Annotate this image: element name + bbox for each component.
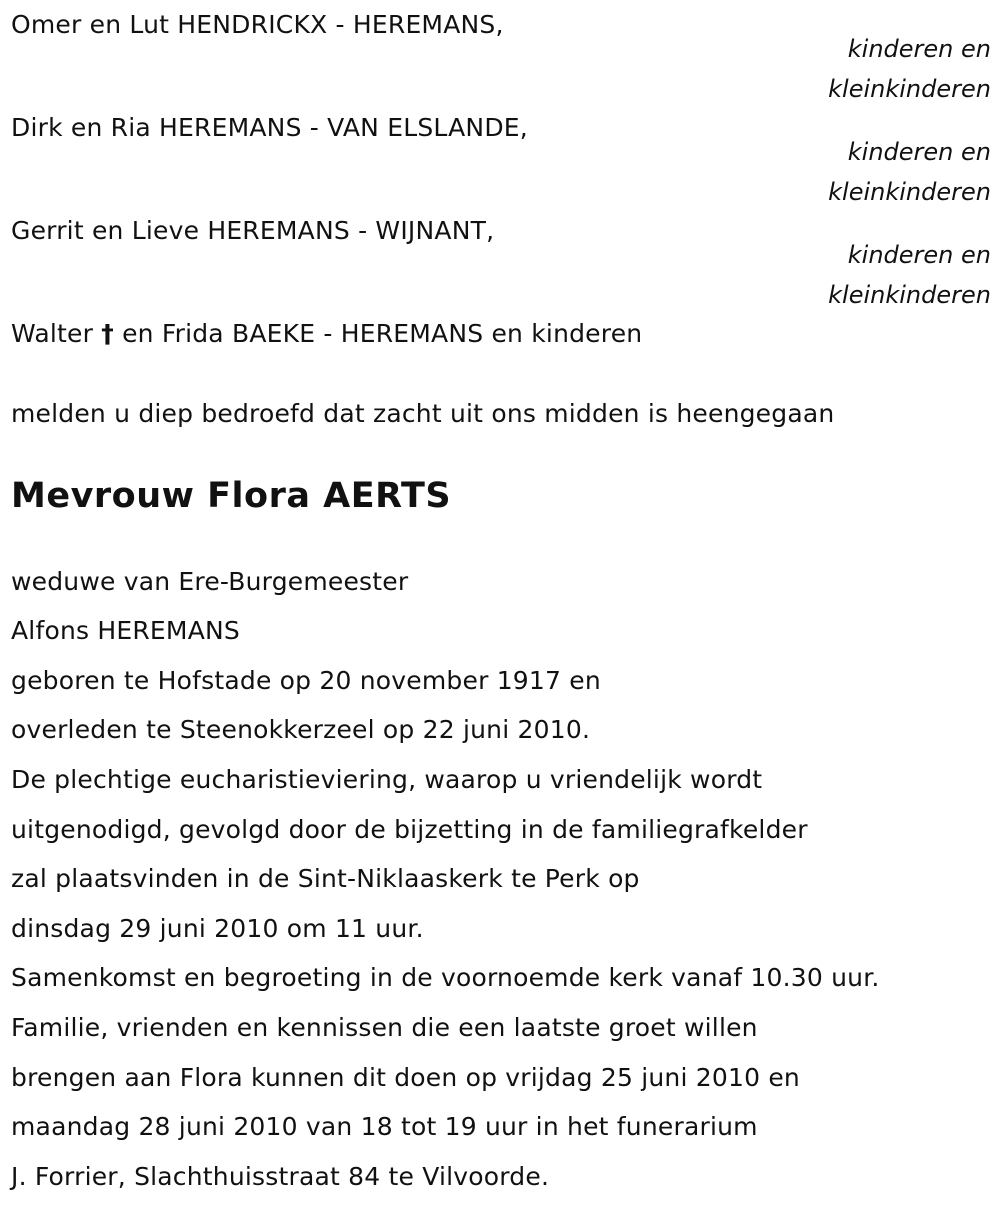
family-4-line [11, 319, 642, 349]
body-line-6: uitgenodigd, gevolgd door de bijzetting in de familiegrafkelder [11, 815, 808, 844]
body-line-12: maandag 28 juni 2010 van 18 tot 19 uur in het funerarium [11, 1112, 758, 1141]
family-1-suffix-line2: kleinkinderen [828, 75, 991, 103]
deceased-name: Mevrouw Flora AERTS [11, 476, 452, 516]
family-2-suffix-line2: kleinkinderen [828, 178, 991, 206]
body-line-11: brengen aan Flora kunnen dit doen op vrijdag 25 juni 2010 en [11, 1063, 800, 1092]
body-line-10: Familie, vrienden en kennissen die een laatste groet willen [11, 1013, 758, 1042]
family-3-suffix-line1: kinderen en [847, 241, 991, 269]
family-4-rest: en Frida BAEKE - HEREMANS en kinderen [122, 319, 643, 348]
body-line-4: overleden te Steenokkerzeel op 22 juni 2010. [11, 715, 591, 744]
body-line-1: weduwe van Ere-Burgemeester [11, 567, 409, 596]
family-1-name: Omer en Lut HENDRICKX - HEREMANS, [11, 10, 504, 39]
announcement-text: melden u diep bedroefd dat zacht uit ons midden is heengegaan [11, 399, 835, 428]
body-line-13: J. Forrier, Slachthuisstraat 84 te Vilvoorde. [11, 1162, 550, 1191]
body-line-3: geboren te Hofstade op 20 november 1917 en [11, 666, 601, 695]
family-4-first-name: Walter [11, 319, 94, 348]
body-line-7: zal plaatsvinden in de Sint-Niklaaskerk te Perk op [11, 864, 640, 893]
family-2-suffix-line1: kinderen en [847, 138, 991, 166]
body-line-9: Samenkomst en begroeting in de voornoemde kerk vanaf 10.30 uur. [11, 963, 880, 992]
family-2-name: Dirk en Ria HEREMANS - VAN ELSLANDE, [11, 113, 528, 142]
cross-icon: † [101, 319, 114, 348]
body-line-8: dinsdag 29 juni 2010 om 11 uur. [11, 914, 424, 943]
family-1-suffix-line1: kinderen en [847, 35, 991, 63]
body-line-2: Alfons HEREMANS [11, 616, 240, 645]
body-line-5: De plechtige eucharistieviering, waarop u vriendelijk wordt [11, 765, 763, 794]
family-3-name: Gerrit en Lieve HEREMANS - WIJNANT, [11, 216, 495, 245]
family-3-suffix-line2: kleinkinderen [828, 281, 991, 309]
